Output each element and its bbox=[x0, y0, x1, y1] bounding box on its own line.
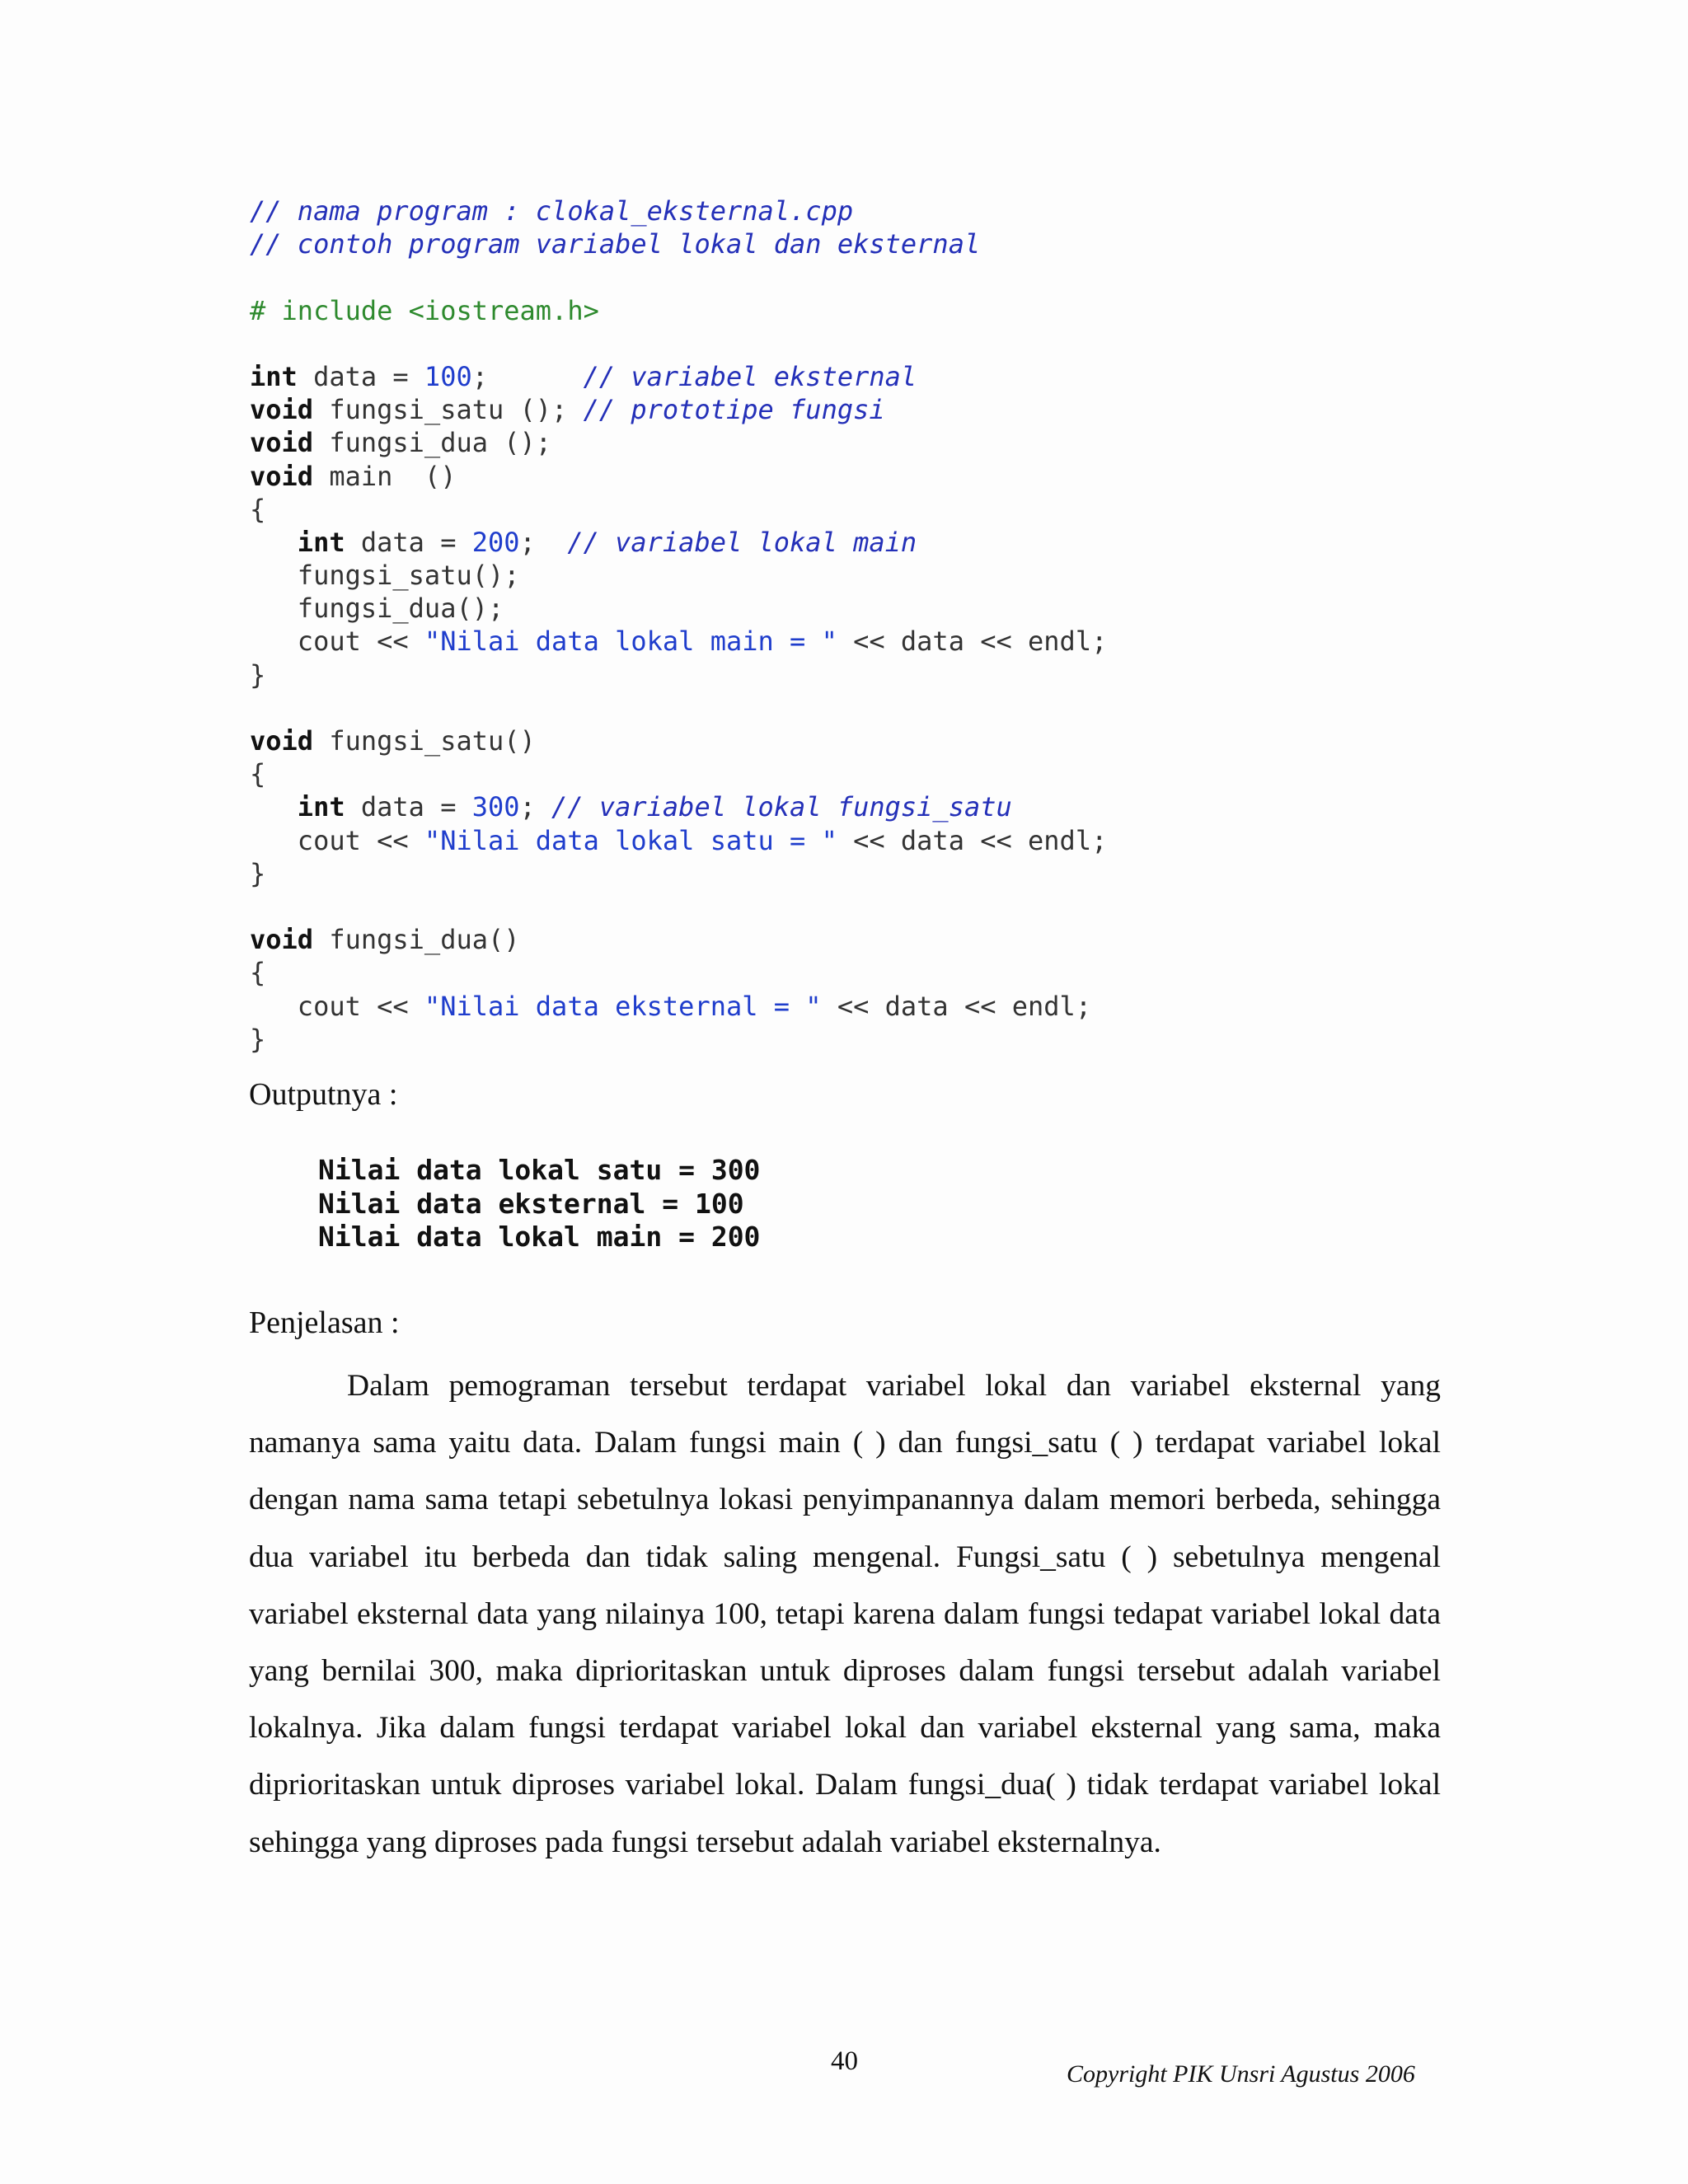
output-line: Nilai data lokal main = 200 bbox=[318, 1221, 761, 1253]
code-listing bbox=[250, 194, 1107, 1056]
code-brace: { bbox=[250, 957, 266, 989]
code-string: "Nilai data eksternal = " bbox=[424, 990, 822, 1022]
code-brace: { bbox=[250, 493, 266, 525]
code-line bbox=[250, 294, 1107, 327]
code-line bbox=[250, 923, 1107, 956]
code-line bbox=[250, 360, 1107, 393]
explanation-label: Penjelasan : bbox=[249, 1305, 400, 1340]
code-line-blank bbox=[250, 260, 1107, 293]
code-line bbox=[250, 526, 1107, 559]
program-output bbox=[318, 1154, 760, 1254]
page-number: 40 bbox=[831, 2046, 858, 2076]
code-keyword: void bbox=[250, 427, 314, 459]
code-string: "Nilai data lokal satu = " bbox=[424, 824, 837, 856]
code-line-blank bbox=[250, 890, 1107, 923]
code-keyword: void bbox=[250, 725, 314, 757]
code-line bbox=[250, 426, 1107, 459]
copyright-footer: Copyright PIK Unsri Agustus 2006 bbox=[1067, 2060, 1415, 2088]
output-line: Nilai data eksternal = 100 bbox=[318, 1187, 744, 1220]
code-line bbox=[250, 227, 1107, 260]
code-text: fungsi_dua (); bbox=[313, 427, 552, 459]
code-text: cout << bbox=[250, 990, 424, 1022]
code-line bbox=[250, 1023, 1107, 1056]
code-line bbox=[250, 956, 1107, 989]
code-text: fungsi_dua(); bbox=[250, 593, 504, 625]
code-text: ; bbox=[519, 526, 568, 558]
code-number: 300 bbox=[471, 791, 520, 823]
code-text: << data << endl; bbox=[821, 990, 1092, 1022]
code-brace: } bbox=[250, 658, 266, 691]
code-text: fungsi_satu (); bbox=[313, 394, 584, 426]
code-text: data = bbox=[345, 791, 472, 823]
code-string: "Nilai data lokal main = " bbox=[424, 626, 837, 658]
output-line: Nilai data lokal satu = 300 bbox=[318, 1154, 761, 1186]
code-number: 100 bbox=[424, 360, 472, 392]
code-line bbox=[250, 460, 1107, 493]
code-text: fungsi_satu() bbox=[313, 725, 536, 757]
code-number: 200 bbox=[471, 526, 520, 558]
code-line bbox=[250, 194, 1107, 227]
code-line bbox=[250, 493, 1107, 526]
code-text: << data << endl; bbox=[837, 824, 1108, 856]
code-brace: } bbox=[250, 857, 266, 889]
explanation-paragraph: Dalam pemograman tersebut terdapat variabel lokal dan variabel eksternal yang namanya sama yaitu data. Dalam fungsi main ( ) dan fungsi_satu ( ) terdapat variabel lokal dengan nama sama tetapi sebetulnya lokasi penyimpanannya dalam memori berbeda, sehingga dua variabel itu berbeda dan tidak saling mengenal. Fungsi_satu ( ) sebetulnya mengenal variabel eksternal data yang nilainya 100, tetapi karena dalam fungsi tedapat variabel lokal data yang bernilai 300, maka diprioritaskan untuk diproses dalam fungsi tersebut adalah variabel lokalnya. Jika dalam fungsi terdapat variabel lokal dan variabel eksternal yang sama, maka diprioritaskan untuk diproses variabel lokal. Dalam fungsi_dua( ) tidak terdapat variabel lokal sehingga yang diproses pada fungsi tersebut adalah variabel eksternalnya. bbox=[249, 1369, 1441, 1859]
code-keyword: void bbox=[250, 924, 314, 956]
code-comment: // contoh program variabel lokal dan eksternal bbox=[250, 228, 981, 260]
code-indent bbox=[250, 791, 298, 823]
code-line bbox=[250, 857, 1107, 890]
code-line bbox=[250, 824, 1107, 857]
code-keyword: int bbox=[297, 791, 345, 823]
code-comment: // nama program : clokal_eksternal.cpp bbox=[250, 195, 854, 227]
code-keyword: int bbox=[297, 526, 345, 558]
code-text: ; bbox=[471, 360, 584, 392]
code-text: cout << bbox=[250, 824, 424, 856]
code-keyword: void bbox=[250, 394, 314, 426]
code-brace: } bbox=[250, 1023, 266, 1055]
code-line bbox=[250, 757, 1107, 790]
code-text: cout << bbox=[250, 626, 424, 658]
code-comment: // variabel eksternal bbox=[583, 360, 917, 392]
code-line bbox=[250, 393, 1107, 426]
code-keyword: int bbox=[250, 360, 298, 392]
code-preprocessor: # include <iostream.h> bbox=[250, 294, 599, 326]
code-comment: // prototipe fungsi bbox=[583, 394, 885, 426]
code-line bbox=[250, 990, 1107, 1023]
code-line bbox=[250, 592, 1107, 625]
code-text: << data << endl; bbox=[837, 626, 1108, 658]
code-text: data = bbox=[297, 360, 424, 392]
code-line bbox=[250, 625, 1107, 658]
code-text: data = bbox=[345, 526, 472, 558]
code-comment: // variabel lokal fungsi_satu bbox=[551, 791, 1012, 823]
code-brace: { bbox=[250, 758, 266, 790]
code-keyword: void bbox=[250, 460, 314, 492]
code-line bbox=[250, 790, 1107, 823]
code-line bbox=[250, 559, 1107, 592]
code-line-blank bbox=[250, 691, 1107, 724]
code-text: fungsi_dua() bbox=[313, 924, 520, 956]
code-text: main () bbox=[313, 460, 457, 492]
code-indent bbox=[250, 527, 298, 558]
code-line bbox=[250, 724, 1107, 757]
code-line bbox=[250, 658, 1107, 691]
code-text: ; bbox=[519, 791, 552, 823]
code-line-blank bbox=[250, 327, 1107, 360]
output-label: Outputnya : bbox=[249, 1077, 398, 1112]
code-text: fungsi_satu(); bbox=[250, 560, 520, 592]
code-comment: // variabel lokal main bbox=[567, 526, 917, 558]
